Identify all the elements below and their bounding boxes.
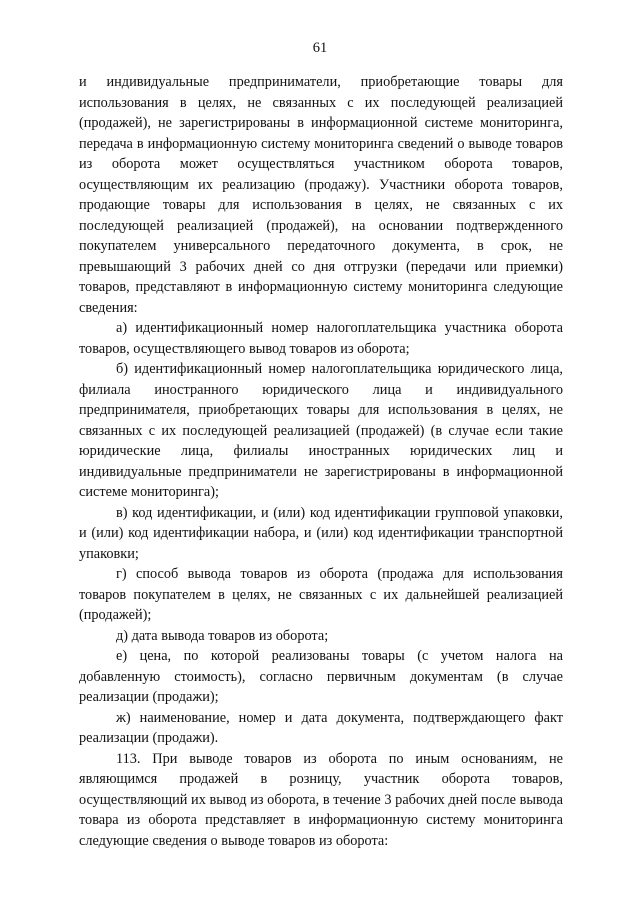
paragraph-continuation: и индивидуальные предприниматели, приобретающие товары для использования в целях, не связанных с их последующей реализацией (продажей), не зарегистрированы в информационной системе мониторинга, передача в информационную систему мониторинга сведений о выводе товаров из оборота может осуществляться участником оборота товаров, осуществляющим их реализацию (продажу). Участники оборота товаров, продающие товары для использования в целях, не связанных с их последующей реализацией (продажей), на основании подтвержденного покупателем универсального передаточного документа, в срок, не превышающий 3 рабочих дней со дня отгрузки (передачи или приемки) товаров, представляют в информационную систему мониторинга следующие сведения: [79,74,563,316]
list-item-b: б) идентификационный номер налогоплательщика юридического лица, филиала иностранного юридического лица и индивидуального предпринимателя, приобретающих товары для использования в целях, не связанных с их последующей реализацией (продажей) (в случае если такие юридические лица, филиалы иностранных юридических лиц и индивидуальные предприниматели не зарегистрированы в информационной системе мониторинга); [79,361,563,500]
list-item-e: е) цена, по которой реализованы товары (с учетом налога на добавленную стоимость), согласно первичным документам (в случае реализации (продажи); [79,648,563,705]
list-item-a: а) идентификационный номер налогоплательщика участника оборота товаров, осуществляющего вывод товаров из оборота; [79,320,563,357]
list-item-v: в) код идентификации, и (или) код идентификации групповой упаковки, и (или) код идентификации набора, и (или) код идентификации транспортной упаковки; [79,504,563,562]
clause-113: 113. При выводе товаров из оборота по иным основаниям, не являющимся продажей в розницу, участник оборота товаров, осуществляющий их вывод из оборота, в течение 3 рабочих дней после вывода товара из оборота представляет в информационную систему мониторинга следующие сведения о выводе товаров из оборота: [79,750,563,849]
document-body [79,72,563,851]
list-item-g: г) способ вывода товаров из оборота (продажа для использования товаров покупателем в целях, не связанных с их дальнейшей реализацией (продажей); [79,566,563,623]
page-number: 61 [312,40,328,56]
list-item-d: д) дата вывода товаров из оборота; [116,627,329,644]
list-item-zh: ж) наименование, номер и дата документа, подтверждающего факт реализации (продажи). [79,709,563,746]
